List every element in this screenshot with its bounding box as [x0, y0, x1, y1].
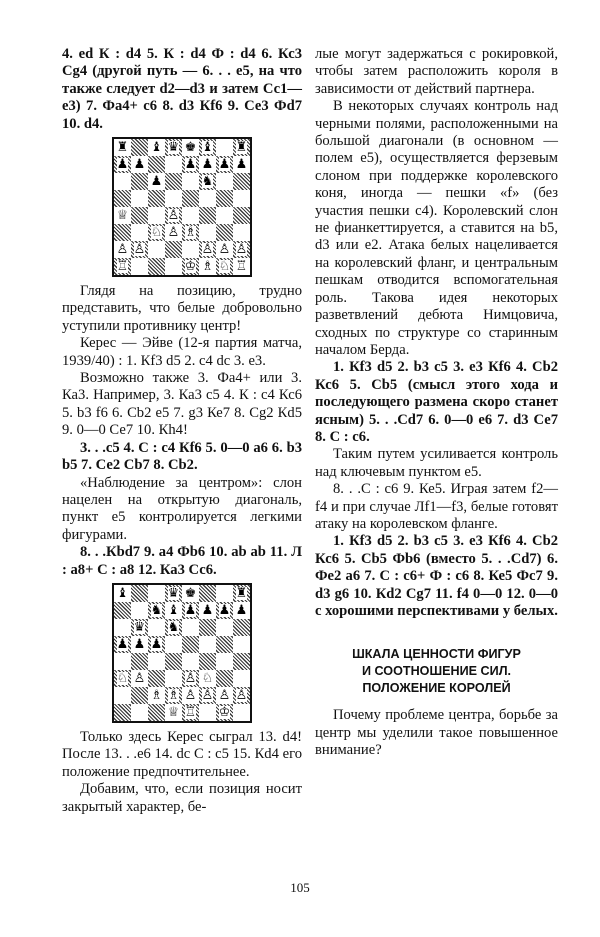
square-c3 [148, 224, 165, 241]
chess-piece-icon: ♝ [201, 140, 214, 156]
square-d5 [165, 190, 182, 207]
square-a8 [114, 585, 131, 602]
square-g1 [216, 258, 233, 275]
square-d1 [165, 704, 182, 721]
square-c3 [148, 670, 165, 687]
square-g6 [216, 619, 233, 636]
chess-piece-icon: ♙ [167, 225, 180, 241]
paragraph-closed-position: Добавим, что, если позиция носит закрытый характер, бе- [62, 781, 302, 815]
chess-piece-icon: ♛ [167, 140, 180, 156]
square-b8 [131, 585, 148, 602]
chess-piece-icon: ♞ [201, 174, 214, 190]
square-e3 [182, 670, 199, 687]
chess-piece-icon: ♟ [201, 602, 214, 618]
square-e2 [182, 687, 199, 704]
square-e8 [182, 585, 199, 602]
paragraph-control: Таким путем усиливается контроль над ключевым пунктом е5. [315, 446, 558, 480]
chess-piece-icon: ♘ [218, 259, 231, 275]
chess-piece-icon: ♗ [184, 225, 197, 241]
square-c5 [148, 636, 165, 653]
square-a2 [114, 241, 131, 258]
chess-piece-icon: ♟ [116, 636, 129, 652]
square-a7 [114, 602, 131, 619]
square-e5 [182, 190, 199, 207]
square-h3 [233, 670, 250, 687]
square-a4 [114, 207, 131, 224]
chess-piece-icon: ♟ [218, 157, 231, 173]
left-column [62, 46, 302, 816]
paragraph-opening-moves: 4. ed К : d4 5. К : d4 Ф : d4 6. Кс3 Сg4 (другой путь — 6. . . e5, на что также следует d2—d3 и затем Сс1—е3) 7. Фа4+ с6 8. d3 Кf6 9. Се3 Фd7 10. d4. [62, 46, 302, 132]
chess-piece-icon: ♜ [235, 585, 248, 601]
square-e8 [182, 139, 199, 156]
square-c6 [148, 619, 165, 636]
square-b6 [131, 173, 148, 190]
square-b6 [131, 619, 148, 636]
square-f6 [199, 173, 216, 190]
chess-piece-icon: ♟ [235, 602, 248, 618]
chess-piece-icon: ♙ [201, 242, 214, 258]
paragraph-variation: Возможно также 3. Фа4+ или 3. Ка3. Например, 3. Ка3 с5 4. К : с4 Кс6 5. b3 f6 6. Сb2 е5 7. g3 Ке7 8. Сg2 Кd5 9. 0—0 Се7 10. Кh4! [62, 370, 302, 439]
square-f7 [199, 602, 216, 619]
chess-piece-icon: ♙ [133, 670, 146, 686]
square-h1 [233, 258, 250, 275]
chess-diagram-1 [112, 137, 252, 277]
paragraph-game-header: Керес — Эйве (12-я партия матча, 1939/40) : 1. Кf3 d5 2. с4 dc 3. e3. [62, 335, 302, 369]
chess-piece-icon: ♙ [218, 687, 231, 703]
square-a5 [114, 636, 131, 653]
square-b4 [131, 207, 148, 224]
square-e4 [182, 653, 199, 670]
square-c5 [148, 190, 165, 207]
chess-diagram-2 [112, 583, 252, 723]
square-d6 [165, 173, 182, 190]
square-a5 [114, 190, 131, 207]
chess-piece-icon: ♟ [218, 602, 231, 618]
square-b1 [131, 258, 148, 275]
square-d1 [165, 258, 182, 275]
square-f5 [199, 636, 216, 653]
paragraph-question: Почему проблеме центра, борьбе за центр мы уделили такое повышенное внимание? [315, 707, 558, 759]
chess-piece-icon: ♜ [235, 140, 248, 156]
page-number: 105 [290, 880, 310, 895]
paragraph-comment: Глядя на позицию, трудно представить, что белые добровольно уступили противнику центр! [62, 283, 302, 334]
square-d3 [165, 670, 182, 687]
square-b7 [131, 602, 148, 619]
heading-line-1: ШКАЛА ЦЕННОСТИ ФИГУР [352, 647, 521, 662]
chess-piece-icon: ♞ [167, 619, 180, 635]
chess-piece-icon: ♛ [133, 619, 146, 635]
square-b7 [131, 156, 148, 173]
heading-line-3: ПОЛОЖЕНИЕ КОРОЛЕЙ [362, 681, 511, 696]
square-b2 [131, 687, 148, 704]
square-d4 [165, 653, 182, 670]
square-b3 [131, 670, 148, 687]
square-h8 [233, 139, 250, 156]
chess-piece-icon: ♞ [150, 602, 163, 618]
paragraph-continuation: лые могут задержаться с рокировкой, чтобы затем расположить короля в зависимости от действий партнера. [315, 46, 558, 97]
square-a1 [114, 704, 131, 721]
chess-piece-icon: ♖ [116, 259, 129, 275]
square-d2 [165, 241, 182, 258]
square-d7 [165, 602, 182, 619]
square-d5 [165, 636, 182, 653]
square-e6 [182, 619, 199, 636]
chess-piece-icon: ♕ [116, 208, 129, 224]
chess-piece-icon: ♙ [235, 687, 248, 703]
square-h4 [233, 653, 250, 670]
chess-piece-icon: ♖ [235, 259, 248, 275]
chess-piece-icon: ♟ [184, 602, 197, 618]
square-a6 [114, 619, 131, 636]
square-f4 [199, 653, 216, 670]
square-e3 [182, 224, 199, 241]
square-g7 [216, 156, 233, 173]
square-c1 [148, 258, 165, 275]
right-column [315, 46, 558, 760]
square-e1 [182, 258, 199, 275]
square-g5 [216, 636, 233, 653]
chess-piece-icon: ♟ [201, 157, 214, 173]
square-b1 [131, 704, 148, 721]
chess-piece-icon: ♗ [167, 687, 180, 703]
chess-piece-icon: ♙ [235, 242, 248, 258]
square-c2 [148, 687, 165, 704]
chess-piece-icon: ♝ [150, 140, 163, 156]
chess-piece-icon: ♟ [184, 157, 197, 173]
square-e1 [182, 704, 199, 721]
square-f2 [199, 687, 216, 704]
square-h1 [233, 704, 250, 721]
square-d8 [165, 139, 182, 156]
paragraph-center-observation: «Наблюдение за центром»: слон нацелен на открытую диагональ, пункт е5 контролируется легкими фигурами. [62, 474, 302, 543]
square-h2 [233, 241, 250, 258]
square-a4 [114, 653, 131, 670]
chess-piece-icon: ♙ [184, 670, 197, 686]
chess-piece-icon: ♝ [116, 585, 129, 601]
heading-line-2: И СООТНОШЕНИЕ СИЛ. [361, 664, 512, 679]
chess-piece-icon: ♙ [184, 687, 197, 703]
paragraph-line-2: 1. Кf3 d5 2. b3 с5 3. e3 Кf6 4. Сb2 Кс6 5. Сb5 Фb6 (вместо 5. . .Сd7) 6. Фе2 а6 7. С : с6+ Ф : с6 8. Ке5 Фс7 9. d3 g6 10. Кd2 Сg7 11. f4 0—0 12. 0—0 с хорошими перспективами у белых. [315, 533, 558, 619]
square-b3 [131, 224, 148, 241]
chess-piece-icon: ♟ [150, 636, 163, 652]
chess-piece-icon: ♘ [150, 225, 163, 241]
square-c6 [148, 173, 165, 190]
square-d6 [165, 619, 182, 636]
chess-piece-icon: ♖ [184, 704, 197, 720]
square-g3 [216, 670, 233, 687]
square-a8 [114, 139, 131, 156]
square-g6 [216, 173, 233, 190]
chess-piece-icon: ♚ [184, 585, 197, 601]
square-c2 [148, 241, 165, 258]
square-f3 [199, 224, 216, 241]
square-g2 [216, 241, 233, 258]
square-a7 [114, 156, 131, 173]
square-e4 [182, 207, 199, 224]
square-e2 [182, 241, 199, 258]
chess-piece-icon: ♙ [133, 242, 146, 258]
square-g4 [216, 653, 233, 670]
paragraph-attack: 8. . .С : с6 9. Ке5. Играя затем f2—f4 и при случае Лf1—f3, белые готовят атаку на королевском фланге. [315, 481, 558, 532]
square-f8 [199, 139, 216, 156]
square-f1 [199, 258, 216, 275]
chess-piece-icon: ♔ [184, 259, 197, 275]
square-f5 [199, 190, 216, 207]
paragraph-keres-move: Только здесь Керес сыграл 13. d4! После 13. . .е6 14. dc С : с5 15. Кd4 его положение предпочтительнее. [62, 728, 302, 780]
chess-piece-icon: ♟ [133, 157, 146, 173]
chess-piece-icon: ♗ [150, 687, 163, 703]
square-c7 [148, 156, 165, 173]
square-c4 [148, 207, 165, 224]
square-g1 [216, 704, 233, 721]
square-d4 [165, 207, 182, 224]
square-h6 [233, 173, 250, 190]
square-f4 [199, 207, 216, 224]
square-f6 [199, 619, 216, 636]
section-heading [315, 646, 558, 697]
chess-piece-icon: ♜ [116, 140, 129, 156]
paragraph-line-1: 1. Кf3 d5 2. b3 с5 3. e3 Кf6 4. Сb2 Кс6 5. Сb5 (смысл этого хода и последующего размена скоро станет ясным) 5. . .Сd7 6. 0—0 е6 7. d3 Се7 8. С : с6. [315, 359, 558, 445]
square-d2 [165, 687, 182, 704]
chess-piece-icon: ♘ [201, 670, 214, 686]
square-f7 [199, 156, 216, 173]
square-b5 [131, 636, 148, 653]
chess-piece-icon: ♛ [167, 585, 180, 601]
square-b2 [131, 241, 148, 258]
square-f2 [199, 241, 216, 258]
square-f3 [199, 670, 216, 687]
square-g4 [216, 207, 233, 224]
square-a3 [114, 670, 131, 687]
square-h5 [233, 636, 250, 653]
square-h5 [233, 190, 250, 207]
chess-piece-icon: ♙ [116, 242, 129, 258]
chess-piece-icon: ♟ [116, 157, 129, 173]
paragraph-moves-2: 8. . .Кbd7 9. а4 Фb6 10. ab ab 11. Л : а8+ С : а8 12. Ка3 Сс6. [62, 544, 302, 578]
square-f1 [199, 704, 216, 721]
square-d8 [165, 585, 182, 602]
paragraph-dark-squares: В некоторых случаях контроль над черными полями, расположенными на большой диагонали (в основном — полем е5), осуществляется ферзевым слоном при поддержке королевского коня, иногда — пешки «f» (без участия пешки с4). Королевский слон не фианкеттируется, а ставится на b5, d3 или е2. Атака белых нацеливается на королевский фланг, и центральным пешкам отводится вспомогательная роль. Такова идея некоторых разветвлений дебюта Нимцовича, сходных по структуре со старинным началом Берда. [315, 98, 558, 358]
square-c7 [148, 602, 165, 619]
square-h7 [233, 602, 250, 619]
paragraph-moves: 3. . .с5 4. С : с4 Кf6 5. 0—0 а6 6. b3 b5 7. Се2 Сb7 8. Сb2. [62, 439, 302, 474]
square-h2 [233, 687, 250, 704]
chess-piece-icon: ♟ [235, 157, 248, 173]
square-d3 [165, 224, 182, 241]
square-b5 [131, 190, 148, 207]
square-c8 [148, 585, 165, 602]
chess-piece-icon: ♔ [218, 704, 231, 720]
square-a1 [114, 258, 131, 275]
chess-piece-icon: ♝ [167, 602, 180, 618]
square-f8 [199, 585, 216, 602]
square-c1 [148, 704, 165, 721]
square-g2 [216, 687, 233, 704]
square-g5 [216, 190, 233, 207]
square-h4 [233, 207, 250, 224]
square-b8 [131, 139, 148, 156]
chess-piece-icon: ♙ [167, 208, 180, 224]
chess-piece-icon: ♙ [218, 242, 231, 258]
square-g7 [216, 602, 233, 619]
square-a2 [114, 687, 131, 704]
chess-piece-icon: ♗ [201, 259, 214, 275]
square-g8 [216, 585, 233, 602]
chess-piece-icon: ♟ [150, 174, 163, 190]
square-e6 [182, 173, 199, 190]
square-c4 [148, 653, 165, 670]
square-e7 [182, 602, 199, 619]
square-h3 [233, 224, 250, 241]
square-a6 [114, 173, 131, 190]
square-e5 [182, 636, 199, 653]
chess-piece-icon: ♚ [184, 140, 197, 156]
square-b4 [131, 653, 148, 670]
square-g3 [216, 224, 233, 241]
square-h6 [233, 619, 250, 636]
square-g8 [216, 139, 233, 156]
chess-piece-icon: ♘ [116, 670, 129, 686]
square-d7 [165, 156, 182, 173]
square-a3 [114, 224, 131, 241]
square-h8 [233, 585, 250, 602]
chess-piece-icon: ♕ [167, 704, 180, 720]
square-c8 [148, 139, 165, 156]
chess-piece-icon: ♙ [201, 687, 214, 703]
square-h7 [233, 156, 250, 173]
square-e7 [182, 156, 199, 173]
chess-piece-icon: ♟ [133, 636, 146, 652]
